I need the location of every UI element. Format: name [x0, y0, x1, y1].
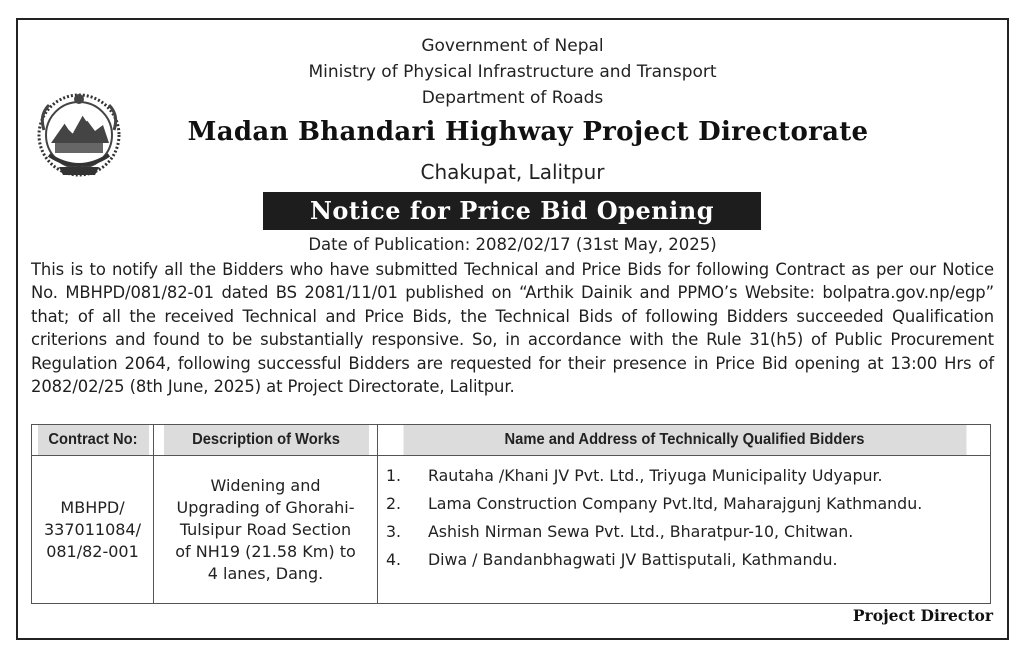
contract-line: MBHPD/ [60, 497, 125, 517]
department-name: Department of Roads [421, 88, 604, 108]
bidders-cell [378, 456, 991, 604]
description-line: Widening and [210, 475, 321, 495]
government-name: Government of Nepal [421, 36, 604, 56]
notice-title: Notice for Price Bid Opening [263, 192, 761, 230]
header-description: Description of Works [162, 425, 368, 456]
description-line: of NH19 (21.58 Km) to [175, 541, 356, 561]
header-bidders: Name and Address of Technically Qualified Bidders [402, 425, 966, 456]
description-line: Tulsipur Road Section [179, 519, 352, 539]
ministry-name: Ministry of Physical Infrastructure and Transport [308, 62, 717, 82]
list-item [386, 518, 984, 546]
contract-line: 337011084/ [43, 519, 141, 539]
bidder-number: 4. [386, 550, 402, 569]
contract-number-cell [32, 456, 154, 604]
bidder-name: Diwa / Bandanbhagwati JV Battisputali, Kathmandu. [428, 550, 838, 569]
description-cell [154, 456, 378, 604]
contract-line: 081/82-001 [46, 541, 139, 561]
list-item [386, 546, 984, 574]
bidders-table [31, 424, 991, 604]
description-line: 4 lanes, Dang. [207, 563, 324, 583]
bidder-name: Lama Construction Company Pvt.ltd, Maharajgunj Kathmandu. [428, 494, 923, 513]
table-header-row [32, 425, 991, 456]
bidder-number: 3. [386, 522, 402, 541]
description-line: Upgrading of Ghorahi- [176, 497, 355, 517]
header-contract: Contract No: [36, 425, 148, 456]
bidder-name: Ashish Nirman Sewa Pvt. Ltd., Bharatpur-10, Chitwan. [428, 522, 854, 541]
notice-body: This is to notify all the Bidders who have submitted Technical and Price Bids for following Contract as per our Notice No. MBHPD/081/82-01 dated BS 2081/11/01 published on “Arthik Dainik and PPMO’s Website: bolpatra.gov.np/egp” that; of all the received Technical and Price Bids, the Technical Bids of following Bidders succeeded Qualification criterions and found to be substantially responsive. So, in accordance with the Rule 31(h5) of Public Procurement Regulation 2064, following successful Bidders are requested for their presence in Price Bid opening at 13:00 Hrs of 2082/02/25 (8th June, 2025) at Project Directorate, Lalitpur. [31, 260, 994, 397]
bidder-number: 2. [386, 494, 402, 513]
publication-date: Date of Publication: 2082/02/17 (31st May, 2025) [308, 235, 717, 254]
office-location: Chakupat, Lalitpur [420, 160, 605, 184]
office-title: Madan Bhandari Highway Project Directorate [187, 117, 869, 147]
signatory: Project Director [852, 606, 993, 625]
notice-frame [16, 18, 1009, 640]
bidder-name: Rautaha /Khani JV Pvt. Ltd., Triyuga Municipality Udyapur. [428, 466, 883, 485]
list-item [386, 462, 984, 490]
table-row [32, 456, 991, 604]
list-item [386, 490, 984, 518]
bidder-number: 1. [386, 466, 402, 485]
